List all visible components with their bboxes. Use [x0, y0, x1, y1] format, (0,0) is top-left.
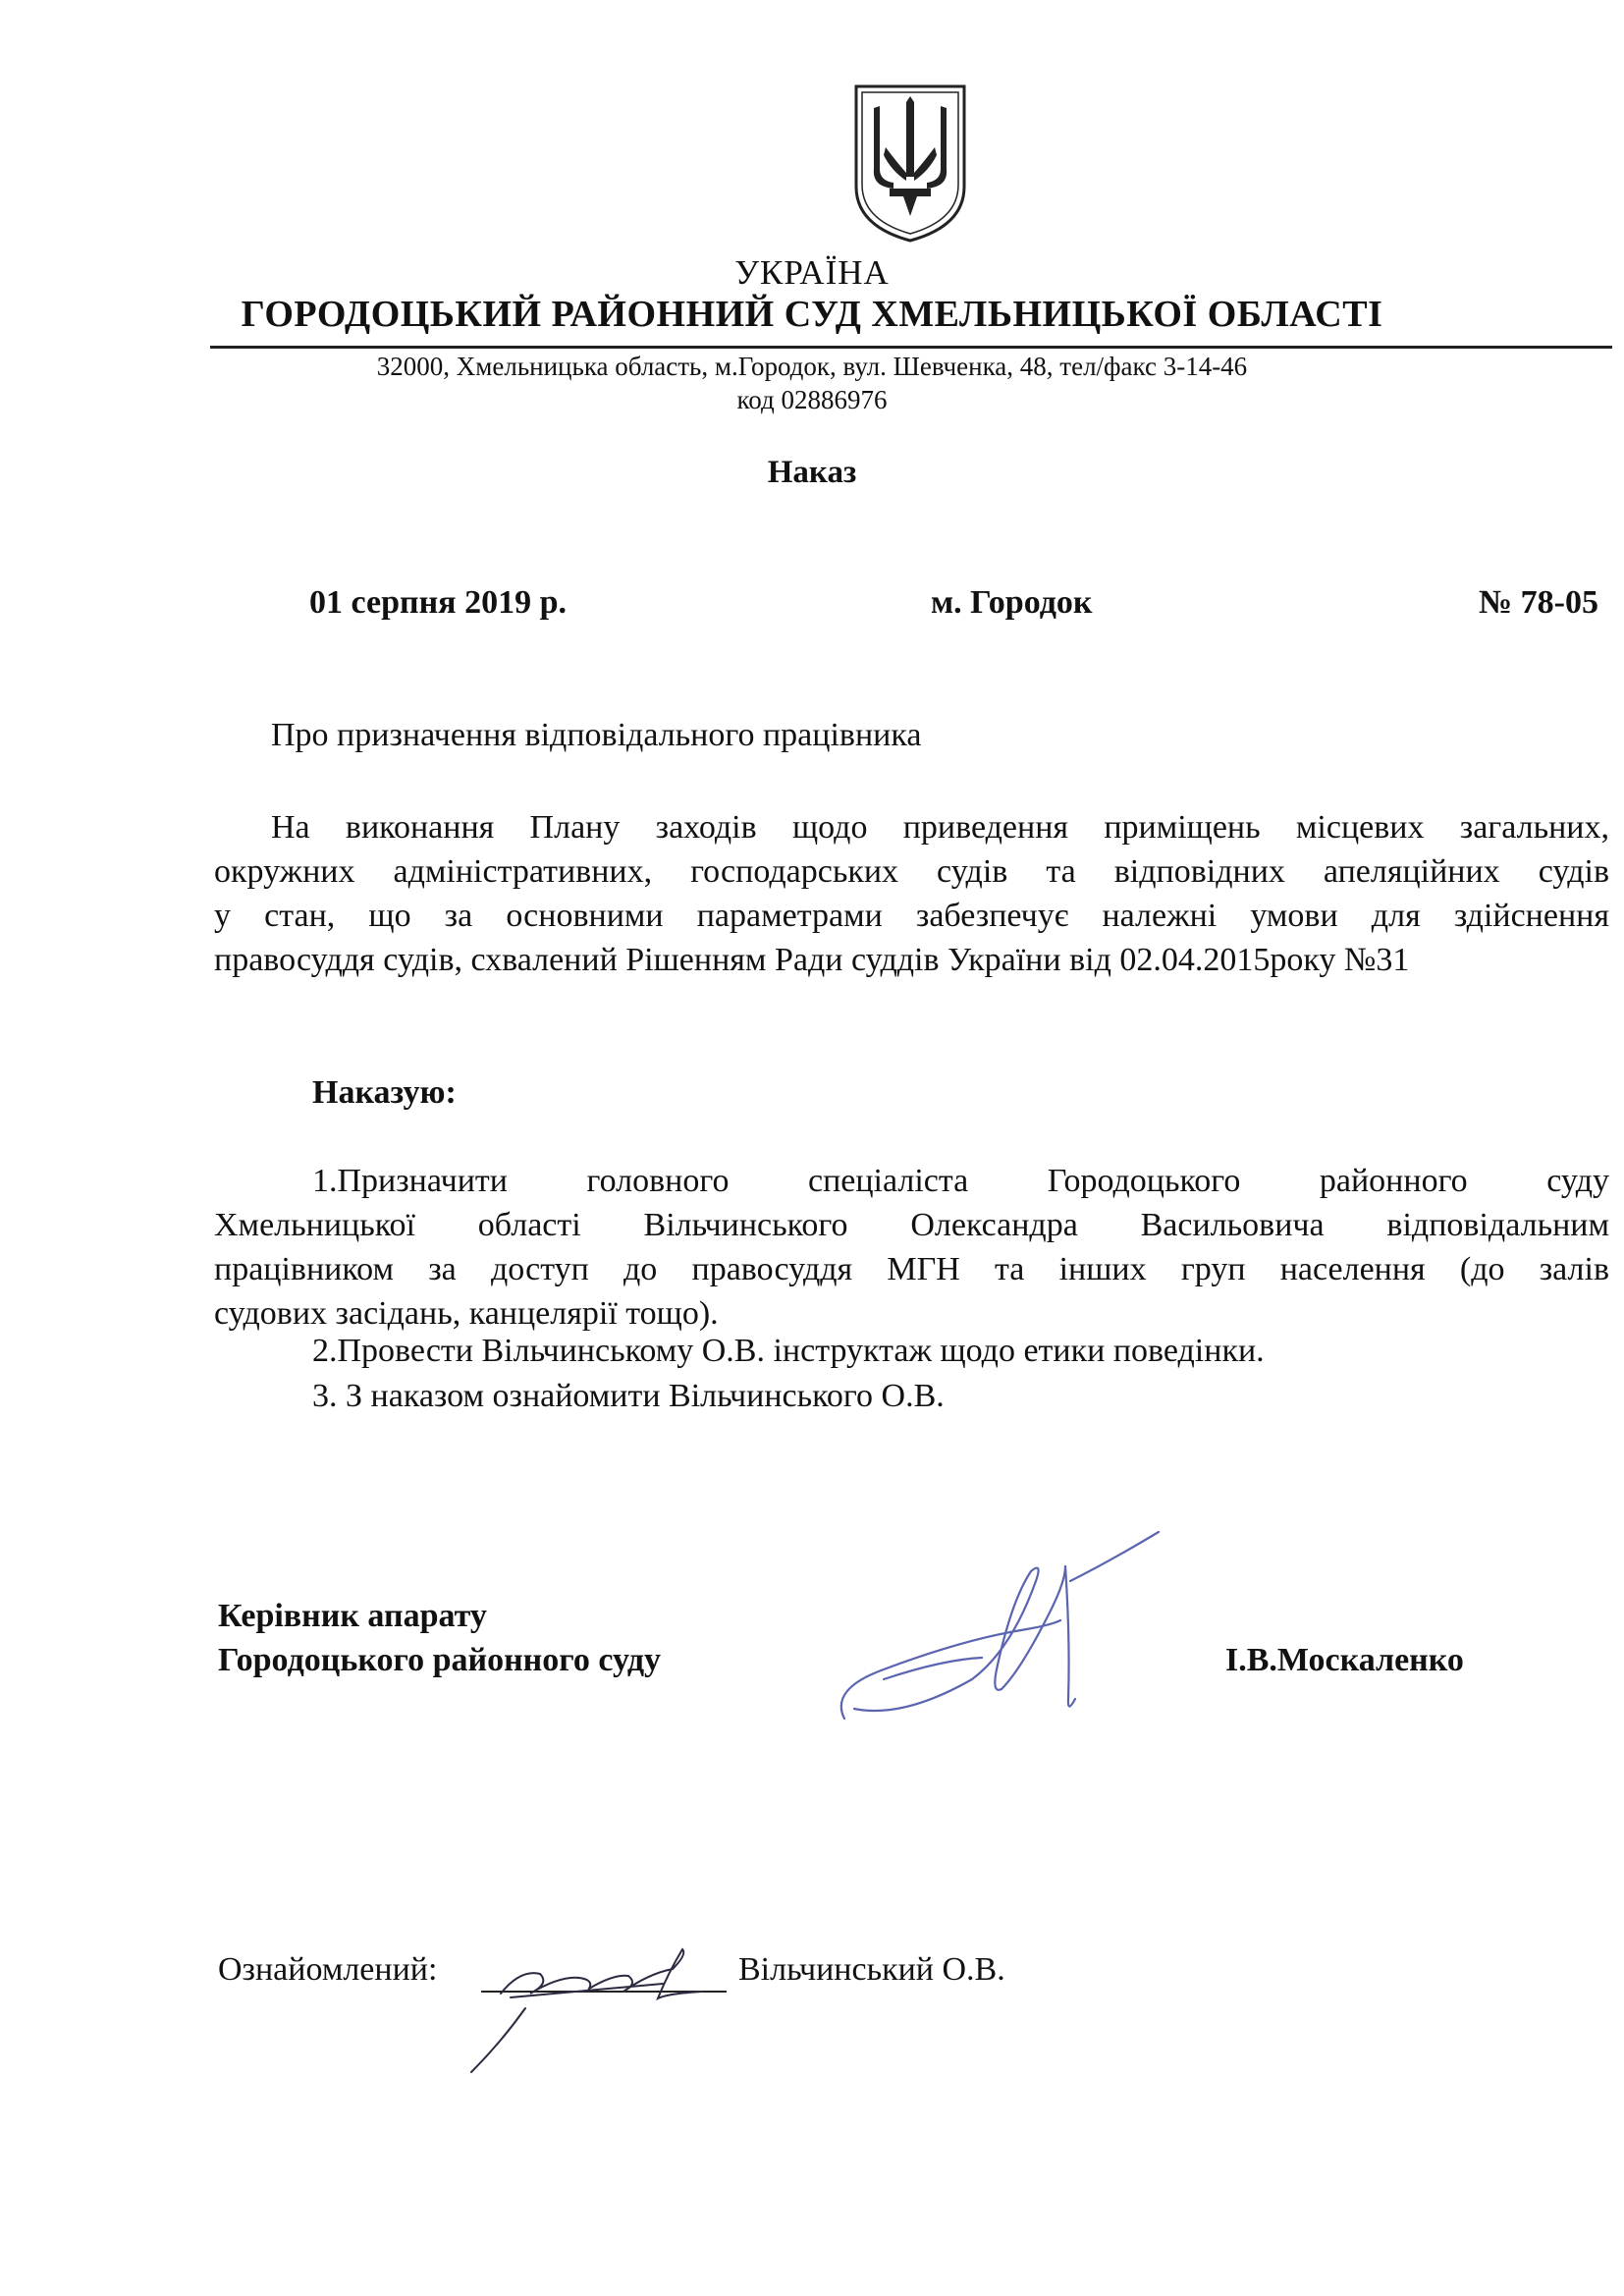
preamble-line: На виконання Плану заходів щодо приведення приміщень місцевих загальних,: [271, 809, 1609, 846]
court-name: ГОРОДОЦЬКИЙ РАЙОННИЙ СУД ХМЕЛЬНИЦЬКОЇ ОБЛАСТІ: [241, 294, 1383, 335]
document-subject: Про призначення відповідального працівника: [271, 717, 922, 753]
order-item-line: судових засідань, канцелярії тощо).: [214, 1295, 719, 1332]
preamble-line: у стан, що за основними параметрами забезпечує належні умови для здійснення: [214, 898, 1609, 934]
trident-coat-of-arms-icon: [846, 79, 974, 246]
court-code: код 02886976: [736, 385, 888, 414]
order-item-line: Хмельницької області Вільчинського Олександра Васильовича відповідальним: [214, 1207, 1609, 1243]
signatory-court: Городоцького районного суду: [218, 1642, 662, 1678]
document-title: Наказ: [767, 455, 857, 490]
document-date: 01 серпня 2019 р.: [309, 584, 567, 621]
acknowledgement-name: Вільчинський О.В.: [738, 1951, 1005, 1988]
document-city: м. Городок: [931, 584, 1093, 621]
signatory-name: І.В.Москаленко: [1225, 1642, 1464, 1678]
acknowledgement-label: Ознайомлений:: [218, 1951, 438, 1988]
preamble-line: окружних адміністративних, господарських судів та відповідних апеляційних судів: [214, 853, 1609, 890]
preamble-line: правосуддя судів, схвалений Рішенням Ради суддів України від 02.04.2015року №31: [214, 942, 1410, 978]
handwritten-signature-icon: [432, 1915, 746, 2082]
document-number: № 78-05: [1479, 584, 1598, 621]
order-item-3: 3. З наказом ознайомити Вільчинського О.В.: [312, 1378, 945, 1414]
country-name: УКРАЇНА: [734, 253, 890, 292]
order-item-2: 2.Провести Вільчинському О.В. інструктаж щодо етики поведінки.: [312, 1333, 1265, 1369]
signatory-position: Керівник апарату: [218, 1598, 487, 1634]
order-heading: Наказую:: [312, 1074, 457, 1111]
order-item-line: працівником за доступ до правосуддя МГН та інших груп населення (до залів: [214, 1251, 1609, 1287]
court-address: 32000, Хмельницька область, м.Городок, вул. Шевченка, 48, тел/факс 3-14-46: [376, 352, 1248, 381]
header-divider: [210, 346, 1612, 349]
handwritten-signature-icon: [825, 1522, 1188, 1748]
order-item-line: 1.Призначити головного спеціаліста Городоцького районного суду: [312, 1163, 1609, 1199]
